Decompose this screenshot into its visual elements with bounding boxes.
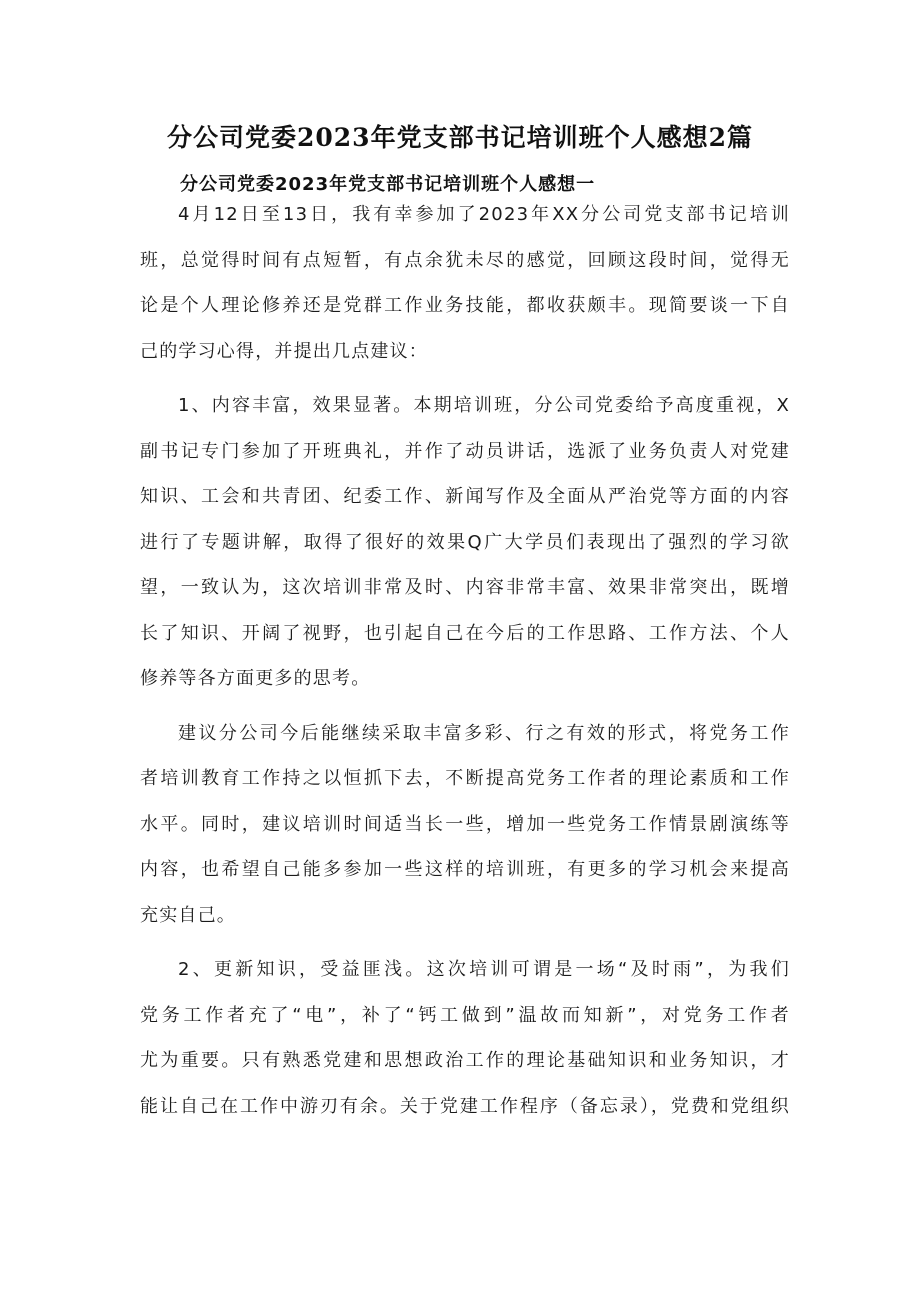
text-line: 1、内容丰富，效果显著。本期培训班，分公司党委给予高度重视，X xyxy=(178,395,790,416)
paragraph-3 xyxy=(140,711,790,939)
text-line: 建议分公司今后能继续采取丰富多彩、行之有效的形式，将党务工作 xyxy=(178,722,790,744)
paragraph-4 xyxy=(140,947,790,1129)
text-line: 党务工作者充了“电”，补了“钙工做到”温故而知新”，对党务工作者 xyxy=(140,1004,790,1026)
text-line: 水平。同时，建议培训时间适当长一些，增加一些党务工作情景剧演练等 xyxy=(140,813,790,835)
text-line: 2、更新知识，受益匪浅。这次培训可谓是一场“及时雨”，为我们 xyxy=(178,959,790,980)
text-line: 者培训教育工作持之以恒抓下去，不断提高党务工作者的理论素质和工作 xyxy=(140,768,790,789)
text-line: 长了知识、开阔了视野，也引起自己在今后的工作思路、工作方法、个人 xyxy=(140,622,790,644)
document-body xyxy=(140,192,790,1129)
document-title: 分公司党委2023年党支部书记培训班个人感想2篇 xyxy=(167,123,753,152)
text-line: 望，一致认为，这次培训非常及时、内容非常丰富、效果非常突出，既增 xyxy=(140,577,790,598)
text-line: 修养等各方面更多的思考。 xyxy=(140,668,371,689)
text-line: 能让自己在工作中游刃有余。关于党建工作程序（备忘录），党费和党组织 xyxy=(140,1095,790,1117)
text-line: 论是个人理论修养还是党群工作业务技能，都收获颇丰。现简要谈一下自 xyxy=(140,295,790,316)
section-subtitle: 分公司党委2023年党支部书记培训班个人感想一 xyxy=(180,174,596,195)
text-line: 尤为重要。只有熟悉党建和思想政治工作的理论基础知识和业务知识，才 xyxy=(140,1050,790,1071)
paragraph-1 xyxy=(140,192,790,374)
text-line: 充实自己。 xyxy=(140,904,236,926)
text-line: 班，总觉得时间有点短暂，有点余犹未尽的感觉，回顾这段时间，觉得无 xyxy=(140,249,790,271)
text-line: 进行了专题讲解，取得了很好的效果Q广大学员们表现出了强烈的学习欲 xyxy=(140,531,790,553)
text-line: 知识、工会和共青团、纪委工作、新闻写作及全面从严治党等方面的内容 xyxy=(140,486,790,507)
text-line: 己的学习心得，并提出几点建议： xyxy=(140,340,428,362)
text-line: 内容，也希望自己能多参加一些这样的培训班，有更多的学习机会来提高 xyxy=(140,859,790,880)
text-line: 副书记专门参加了开班典礼，并作了动员讲话，选派了业务负责人对党建 xyxy=(140,440,790,462)
paragraph-2 xyxy=(140,383,790,702)
text-line: 4月12日至13日，我有幸参加了2023年XX分公司党支部书记培训 xyxy=(178,204,790,225)
